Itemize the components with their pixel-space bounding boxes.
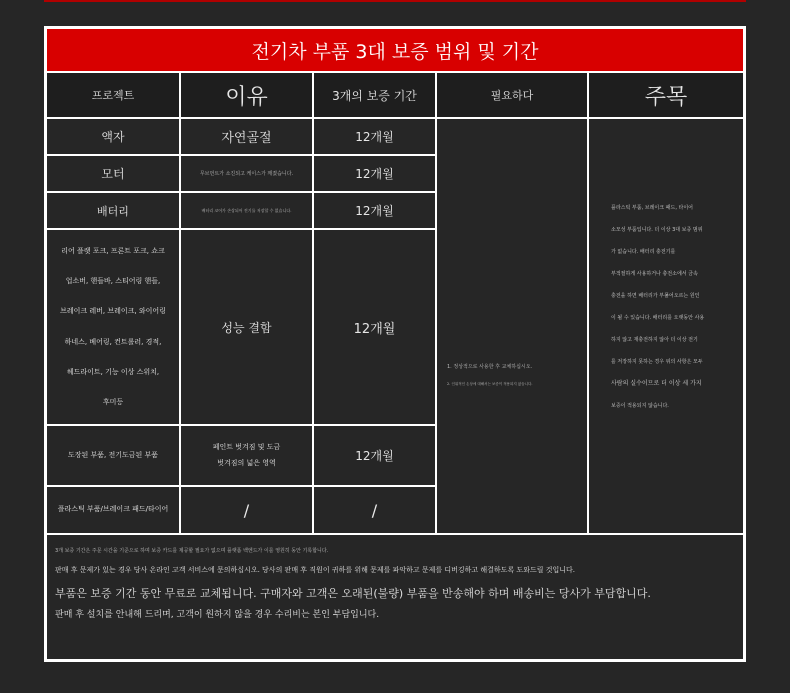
note-line: 하지 않고 재충전하지 않아 더 이상 전기 xyxy=(611,337,698,343)
requirement-cell xyxy=(437,119,589,535)
footer-line: 판매 후 문제가 있는 경우 당사 온라인 고객 서비스에 문의하십시오. 당사의 판매 후 직원이 귀하를 위해 문제를 파악하고 문제를 디버깅하고 해결하도록 도와드릴 것입니다. xyxy=(55,566,575,574)
note-line: 보증이 적용되지 않습니다. xyxy=(611,403,669,409)
note-line: 충전을 하면 배터리가 부풀어오르는 원인 xyxy=(611,293,700,299)
footer-line: 판매 후 설치를 안내해 드리며, 고객이 원하지 않을 경우 수리비는 본인 부담입니다. xyxy=(55,610,380,620)
row-project-line: 후미등 xyxy=(102,398,124,407)
row-reason-multiline xyxy=(181,426,314,487)
row-reason-line: 벗겨짐의 넓은 영역 xyxy=(217,458,276,467)
row-reason-line: 페인트 벗겨짐 및 도금 xyxy=(212,443,281,452)
row-reason: / xyxy=(181,487,314,535)
row-period: 12개월 xyxy=(314,426,437,487)
row-project-line: 업소버, 핸들바, 스티어링 핸들, xyxy=(65,276,161,285)
note-line: 부적절하게 사용하거나 충전소에서 금속 xyxy=(611,271,698,277)
requirement-item: 2. 인위적인 손상에 대해서는 보증이 적용되지 않습니다. xyxy=(447,382,533,386)
row-period: 12개월 xyxy=(314,156,437,193)
requirement-item: 1. 정상적으로 사용한 후 교체하십시오. xyxy=(447,364,533,370)
row-project-line: 브레이크 레버, 브레이크, 와이어링 xyxy=(60,307,166,316)
row-project: 플라스틱 부품/브레이크 패드/타이어 xyxy=(47,487,181,535)
row-project-line: 헤드라이트, 기능 이상 스위치, xyxy=(66,367,160,376)
note-line: 가 없습니다. 배터리 충전기를 xyxy=(611,249,676,255)
footer-notes xyxy=(47,533,743,659)
header-reason: 이유 xyxy=(181,73,314,119)
row-project-line: 리어 플랫 포크, 프론트 포크, 쇼크 xyxy=(61,246,165,255)
row-reason: 배터리 코어가 손상되어 전기를 저장할 수 없습니다. xyxy=(181,193,314,230)
row-project: 모터 xyxy=(47,156,181,193)
row-project: 도장된 부품, 전기도금된 부품 xyxy=(47,426,181,487)
header-note: 주목 xyxy=(589,73,743,119)
row-reason: 자연골절 xyxy=(181,119,314,156)
note-line: 플라스틱 부품, 브레이크 패드, 타이어 xyxy=(611,205,693,211)
top-accent-line xyxy=(44,0,746,2)
footer-line: 부품은 보증 기간 동안 무료로 교체됩니다. 구매자와 고객은 오래된(불량) 부품을 반송해야 하며 배송비는 당사가 부담합니다. xyxy=(55,587,651,600)
note-line: 소모성 부품입니다. 더 이상 3대 보증 범위 xyxy=(611,227,703,233)
row-project: 배터리 xyxy=(47,193,181,230)
warranty-table xyxy=(47,73,743,659)
row-reason: 무브먼트가 소진되고 케이스가 깨졌습니다. xyxy=(181,156,314,193)
row-period: 12개월 xyxy=(314,119,437,156)
header-requirement: 필요하다 xyxy=(437,73,589,119)
row-reason: 성능 결함 xyxy=(181,230,314,426)
footer-line: 3개 보증 기간은 주문 시간을 기준으로 하며 보증 카드를 제공할 필요가 없으며 플랫폼 백엔드가 이를 영원히 동안 기록합니다. xyxy=(55,548,329,554)
row-project-multiline xyxy=(47,230,181,426)
note-line: 이 될 수 있습니다. 배터리를 오랫동안 사용 xyxy=(611,315,705,321)
row-project-line: 하네스, 베어링, 컨트롤러, 경적, xyxy=(64,337,162,346)
warranty-table-frame xyxy=(44,26,746,662)
table-title: 전기차 부품 3대 보증 범위 및 기간 xyxy=(47,29,743,71)
note-line: 를 저장하지 못하는 경우 위의 사항은 모두 xyxy=(611,359,703,365)
row-period: / xyxy=(314,487,437,535)
header-project: 프로젝트 xyxy=(47,73,181,119)
header-period: 3개의 보증 기간 xyxy=(314,73,437,119)
row-project: 액자 xyxy=(47,119,181,156)
note-line: 사람의 실수이므로 더 이상 세 가지 xyxy=(611,380,702,387)
row-period: 12개월 xyxy=(314,230,437,426)
note-cell xyxy=(589,119,743,535)
row-period: 12개월 xyxy=(314,193,437,230)
